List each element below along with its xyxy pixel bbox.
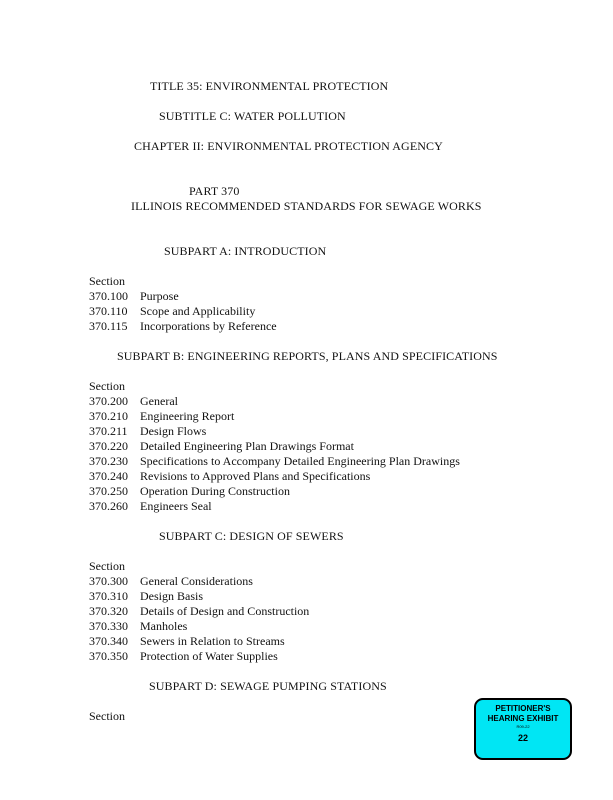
- section-number: 370.220: [89, 439, 128, 453]
- section-number: 370.210: [89, 409, 128, 423]
- section-label: Section: [89, 379, 125, 393]
- section-number: 370.340: [89, 634, 128, 648]
- section-title: Incorporations by Reference: [140, 319, 277, 333]
- section-number: 370.310: [89, 589, 128, 603]
- section-number: 370.300: [89, 574, 128, 588]
- section-number: 370.240: [89, 469, 128, 483]
- section-title: Design Flows: [140, 424, 207, 438]
- chapter-heading: CHAPTER II: ENVIRONMENTAL PROTECTION AGENCY: [134, 139, 443, 153]
- section-title: Engineering Report: [140, 409, 235, 423]
- toc-row: [89, 319, 277, 333]
- section-title: Purpose: [140, 289, 179, 303]
- section-number: 370.115: [89, 319, 128, 333]
- exhibit-line-1: PETITIONER'S: [495, 704, 551, 713]
- section-label: Section: [89, 274, 125, 288]
- toc-row: [89, 394, 178, 408]
- section-label: Section: [89, 709, 125, 723]
- section-number: 370.100: [89, 289, 128, 303]
- toc-row: [89, 409, 234, 423]
- toc-row: [89, 574, 253, 588]
- exhibit-line-2: HEARING EXHIBIT: [487, 714, 559, 723]
- toc-row: [89, 469, 370, 483]
- section-title: Protection of Water Supplies: [140, 649, 278, 663]
- section-title: Sewers in Relation to Streams: [140, 634, 285, 648]
- section-number: 370.320: [89, 604, 128, 618]
- section-number: 370.211: [89, 424, 128, 438]
- toc-row: [89, 619, 187, 633]
- toc-row: [89, 304, 255, 318]
- section-title: Revisions to Approved Plans and Specifications: [140, 469, 371, 483]
- section-title: General Considerations: [140, 574, 253, 588]
- section-number: 370.200: [89, 394, 128, 408]
- part-name-heading: ILLINOIS RECOMMENDED STANDARDS FOR SEWAGE WORKS: [131, 199, 482, 213]
- section-title: Design Basis: [140, 589, 203, 603]
- toc-row: [89, 484, 290, 498]
- exhibit-number: 22: [517, 733, 528, 743]
- exhibit-line-3: R09-22: [516, 724, 530, 729]
- section-title: Manholes: [140, 619, 188, 633]
- subpart-heading: SUBPART B: ENGINEERING REPORTS, PLANS AND SPECIFICATIONS: [117, 349, 498, 363]
- section-title: Operation During Construction: [140, 484, 290, 498]
- toc-row: [89, 499, 212, 513]
- subtitle-heading: SUBTITLE C: WATER POLLUTION: [159, 109, 346, 123]
- section-title: Details of Design and Construction: [140, 604, 310, 618]
- section-number: 370.250: [89, 484, 128, 498]
- toc-row: [89, 424, 206, 438]
- toc-row: [89, 649, 278, 663]
- section-title: Scope and Applicability: [140, 304, 256, 318]
- section-title: Engineers Seal: [140, 499, 212, 513]
- section-number: 370.330: [89, 619, 128, 633]
- subpart-heading: SUBPART A: INTRODUCTION: [164, 244, 327, 258]
- exhibit-sticker: [474, 698, 572, 760]
- section-number: 370.350: [89, 649, 128, 663]
- section-title: Specifications to Accompany Detailed Engineering Plan Drawings: [140, 454, 460, 468]
- toc-row: [89, 289, 179, 303]
- toc-row: [89, 589, 203, 603]
- toc-row: [89, 604, 309, 618]
- section-number: 370.110: [89, 304, 128, 318]
- toc-row: [89, 634, 285, 648]
- title-heading: TITLE 35: ENVIRONMENTAL PROTECTION: [150, 79, 389, 93]
- subpart-heading: SUBPART C: DESIGN OF SEWERS: [159, 529, 344, 543]
- part-heading: PART 370: [189, 184, 240, 198]
- section-number: 370.260: [89, 499, 128, 513]
- toc-row: [89, 454, 460, 468]
- toc-row: [89, 439, 354, 453]
- section-title: Detailed Engineering Plan Drawings Format: [140, 439, 354, 453]
- subpart-heading: SUBPART D: SEWAGE PUMPING STATIONS: [149, 679, 387, 693]
- section-label: Section: [89, 559, 125, 573]
- section-number: 370.230: [89, 454, 128, 468]
- section-title: General: [140, 394, 178, 408]
